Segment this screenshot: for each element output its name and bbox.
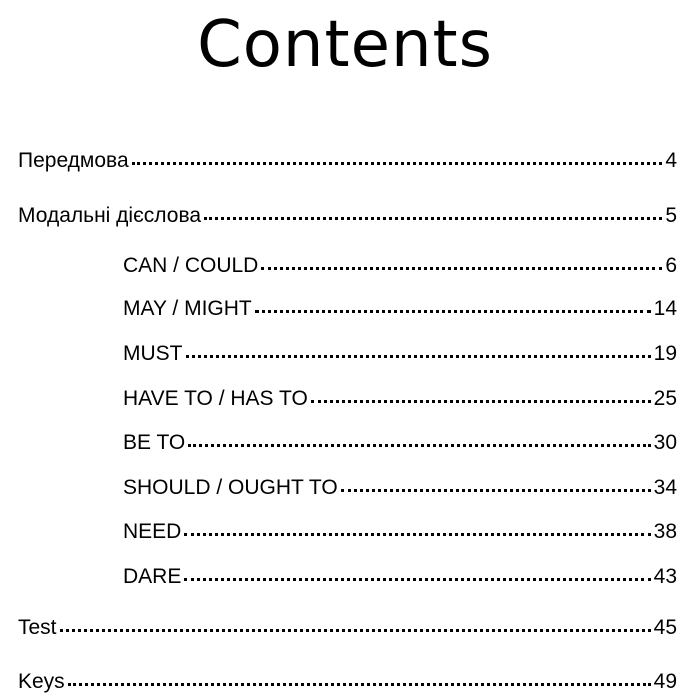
toc-entry-have-to[interactable] xyxy=(123,386,677,412)
toc-entry-label: HAVE TO / HAS TO xyxy=(123,387,308,410)
toc-entry-page: 19 xyxy=(653,342,677,365)
dot-leader xyxy=(60,629,651,632)
toc-entry-page: 45 xyxy=(653,616,677,639)
toc-entry-label: Модальні дієслова xyxy=(18,204,202,227)
toc-entry-label: MAY / MIGHT xyxy=(123,297,252,320)
toc-entry-modal-verbs[interactable] xyxy=(18,203,677,229)
toc-entry-label: MUST xyxy=(123,342,183,365)
toc-entry-label: CAN / COULD xyxy=(123,254,259,277)
toc-entry-can-could[interactable] xyxy=(123,253,677,279)
dot-leader xyxy=(68,683,651,686)
toc-entry-should-ought-to[interactable] xyxy=(123,475,677,501)
toc-entry-page: 14 xyxy=(653,297,677,320)
toc-entry-label: BE TO xyxy=(123,431,186,454)
toc-entry-label: Keys xyxy=(18,670,65,693)
toc-entry-page: 43 xyxy=(653,565,677,588)
dot-leader xyxy=(204,217,662,220)
toc-entry-be-to[interactable] xyxy=(123,430,677,456)
dot-leader xyxy=(184,578,650,581)
toc-entry-page: 25 xyxy=(653,387,677,410)
toc-entry-may-might[interactable] xyxy=(123,296,677,322)
toc-entry-must[interactable] xyxy=(123,341,677,367)
toc-entry-page: 34 xyxy=(653,476,677,499)
page-title: Contents xyxy=(197,8,493,82)
dot-leader xyxy=(311,400,651,403)
toc-entry-label: Test xyxy=(18,616,57,639)
toc-entry-page: 30 xyxy=(653,431,677,454)
dot-leader xyxy=(255,310,651,313)
dot-leader xyxy=(261,267,662,270)
dot-leader xyxy=(341,489,651,492)
toc-entry-preface[interactable] xyxy=(18,148,677,174)
toc-entry-label: SHOULD / OUGHT TO xyxy=(123,476,338,499)
toc-entry-label: DARE xyxy=(123,565,182,588)
dot-leader xyxy=(188,444,650,447)
toc-entry-label: Передмова xyxy=(18,149,129,172)
toc-entry-dare[interactable] xyxy=(123,564,677,590)
dot-leader xyxy=(186,355,651,358)
toc-entry-page: 4 xyxy=(665,149,677,172)
toc-entry-page: 38 xyxy=(653,520,677,543)
toc-entry-label: NEED xyxy=(123,520,182,543)
dot-leader xyxy=(184,533,650,536)
toc-entry-page: 49 xyxy=(653,670,677,693)
toc-entry-need[interactable] xyxy=(123,519,677,545)
toc-entry-test[interactable] xyxy=(18,615,677,641)
toc-entry-page: 5 xyxy=(665,204,677,227)
dot-leader xyxy=(132,162,663,165)
toc-entry-keys[interactable] xyxy=(18,669,677,695)
toc-entry-page: 6 xyxy=(665,254,677,277)
